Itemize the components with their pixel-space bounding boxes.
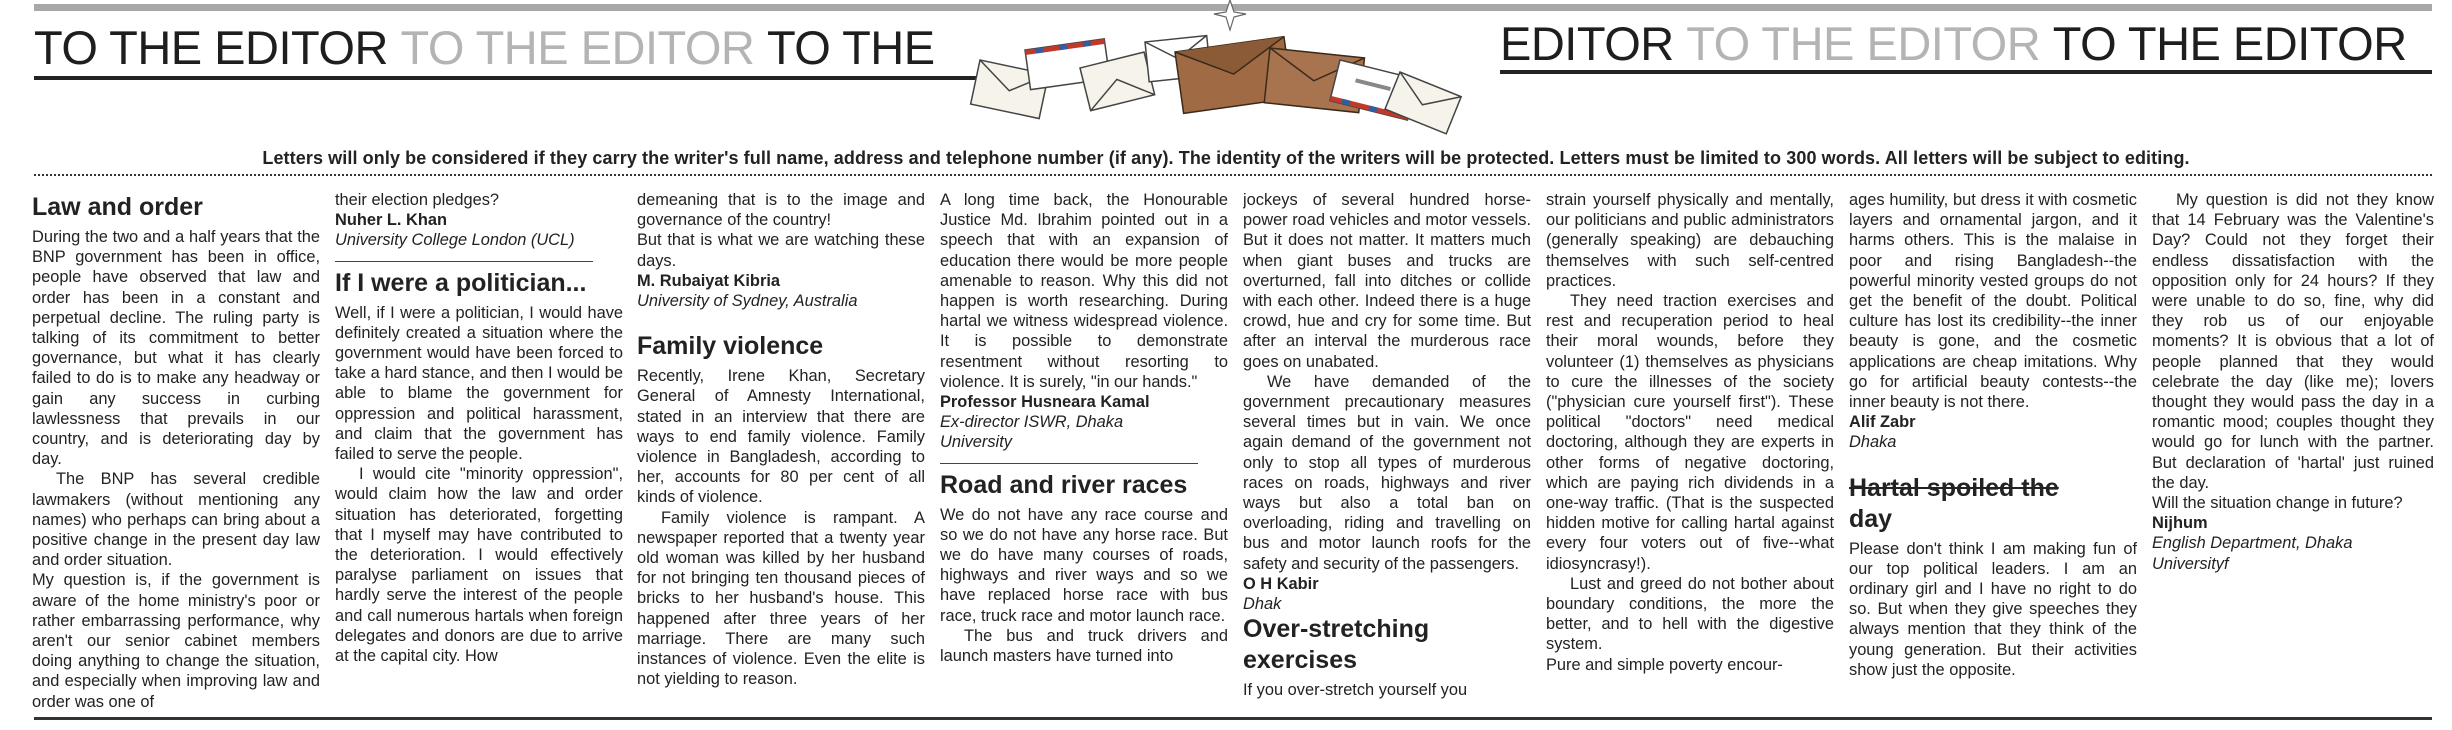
paragraph: their election pledges? (335, 191, 500, 209)
paragraph: The BNP has several credible lawmakers (without mentioning any names) who perhaps can bring about a positive change in the present day law and order situation. (32, 470, 320, 570)
author-name: M. Rubaiyat Kibria (637, 271, 780, 290)
column-8 (2152, 190, 2434, 710)
letter-title-law-and-order: Law and order (32, 193, 203, 221)
author-name: Professor Husneara Kamal (940, 393, 1150, 412)
paragraph: ages humility, but dress it with cosmetic layers and ornamental jargon, and it harms others. This is the malaise in poor and rising Bangladesh--the powerful minority vested groups do not get the benefit of the doubt. Political culture has lost its credibility--the inner beauty is gone, and the cosmetic applications are cheap imitations. Why go for artificial beauty contests--the inner beauty is not there. (1849, 191, 2137, 412)
letter-title-hartal-spoiled-day: day (1849, 504, 1893, 533)
banner-left-rule (34, 76, 994, 80)
paragraph: My question is, if the government is aware of the home ministry's poor or rather embarrassing performance, why aren't our senior cabinet members doing anything to change the situation, and especially when improving law and order was one of (32, 571, 320, 711)
column-2 (335, 190, 623, 710)
column-4 (940, 190, 1228, 710)
submission-notice: Letters will only be considered if they carry the writer's full name, address and telephone number (if any). The identity of the writers will be protected. Letters must be limited to 300 words. All letters will be subject to editing. (262, 148, 2190, 168)
banner-right-3: TO THE EDITOR (2052, 17, 2407, 70)
letter-title-road-and-river-races: Road and river races (940, 470, 1188, 499)
author-name: O H Kabir (1243, 574, 1319, 593)
paragraph: Please don't think I am making fun of our top political leaders. I am an ordinary girl and I have no right to do so. But when they give speeches they always mention that they think of the young generation. But their activities show just the opposite. (1849, 539, 2137, 679)
author-affiliation: University (940, 433, 1012, 452)
column-6 (1546, 190, 1834, 710)
author-name: Nijhum (2152, 514, 2208, 533)
paragraph: A long time back, the Honourable Justice Md. Ibrahim pointed out in a speech that with an expansion of education there would be more people amenable to reason. Why this did not happen is worth researching. During hartal we witness widespread violence. It is possible to demonstrate resentment without resorting to violence. It is surely, "in our hands." (940, 191, 1228, 391)
paragraph: demeaning that is to the image and governance of the country! (637, 191, 925, 230)
envelope-icon (971, 36, 1462, 134)
paragraph: If you over-stretch yourself you (1243, 681, 1468, 700)
letter-title-over-stretching: Over-stretching exercises (1243, 615, 1430, 675)
envelopes-illustration (940, 0, 1500, 145)
paragraph: My question is did not they know that 14 February was the Valentine's Day? Could not they forget their endless dissatisfaction with the opposition only for 24 hours? If they were unable to do so, fine, why did they rob us of our enjoyable moments? It is obvious that a lot of people planned that they would celebrate the day (like me); lovers thought they would pass the day in a romantic mood; couples thought they would go for lunch with the partner. But declaration of 'hartal' just ruined the day. (2152, 191, 2434, 492)
paragraph: We do not have any race course and so we do not have any horse race. But we do have many courses of roads, highways and river ways and so we have replaced horse race with bus race, truck race and motor launch race. (940, 505, 1228, 625)
banner-right-2: TO THE EDITOR (1686, 17, 2041, 70)
banner-right-1: EDITOR (1500, 17, 1674, 70)
divider (335, 261, 593, 262)
author-affiliation: University of Sydney, Australia (637, 292, 858, 311)
banner-left-2: TO THE EDITOR (400, 21, 755, 74)
letter-title-family-violence: Family violence (637, 332, 824, 361)
author-name: Alif Zabr (1849, 413, 1916, 432)
letter-title-hartal-spoiled: Hartal spoiled the (1849, 473, 2059, 502)
paragraph: We have demanded of the government precautionary measures several times but in vain. We once again demand of the government not only to stop all types of murderous races on roads, highways and river ways but also a total ban on overloading, riding and travelling on bus and motor launch roofs for the safety and security of the passengers. (1243, 372, 1531, 573)
column-7 (1849, 190, 2137, 710)
column-5 (1243, 190, 1531, 710)
paragraph: During the two and a half years that the BNP government has been in office, people have observed that law and order has been in a constant and perpetual decline. The ruling party is talking of its commitment to better governance, but what it has clearly failed to do is to make any headway or gain any success in curbing lawlessness that prevails in our country, and is deteriorating day by day. (32, 228, 320, 469)
paragraph: I would cite "minority oppression", would claim how the law and order situation has deteriorated, forgetting that I myself may have contributed to the deterioration. I would effectively paralyse parliament on issues that hardly serve the interest of the people and call numerous hartals when foreign delegates and donors are due to arrive at the capital city. How (335, 465, 623, 666)
paragraph: But that is what we are watching these days. (637, 231, 925, 270)
author-affiliation: English Department, Dhaka (2152, 534, 2353, 553)
paragraph: Lust and greed do not bother about boundary conditions, the more the better, and to hell with the digestive system. (1546, 574, 1834, 654)
star-icon (1214, 0, 1246, 30)
banner-right (1500, 18, 2407, 70)
paragraph: The bus and truck drivers and launch masters have turned into (940, 626, 1228, 666)
paragraph: Will the situation change in future? (2152, 494, 2403, 513)
author-affiliation: Ex-director ISWR, Dhaka (940, 413, 1124, 432)
banner-left-3: TO THE (766, 21, 935, 74)
author-name: Nuher L. Khan (335, 211, 448, 230)
paragraph: They need traction exercises and rest and recuperation period to heal their moral wounds, before they volunteer (1) themselves as physicians to cure the illnesses of the society ("physician cure yourself first"). These political "doctors" need medical doctoring, although they are experts in other forms of negative doctoring, which are paying rich dividends in a one-way traffic. (That is the suspected hidden motive for calling hartal against every four voters out of five--what idiosyncrasy!). (1546, 292, 1834, 573)
paragraph: Well, if I were a politician, I would have definitely created a situation where the government would have been forced to take a hard stance, and then I would be able to blame the government for oppression and political harassment, and claim that the government has failed to serve the people. (335, 303, 623, 464)
bottom-rule (34, 717, 2432, 720)
author-affiliation: Dhak (1243, 595, 1282, 614)
banner-right-rule (1500, 70, 2432, 74)
banner-left (34, 22, 935, 74)
letter-title-politician: If I were a politician... (335, 268, 587, 297)
author-affiliation: University College London (UCL) (335, 231, 575, 250)
paragraph: Family violence is rampant. A newspaper reported that a twenty year old woman was killed by her husband for not bringing ten thousand pieces of bricks to her husband's house. This happened after three years of her marriage. There are many such instances of violence. Even the elite is not yielding to reason. (637, 508, 925, 689)
column-1 (32, 192, 320, 712)
divider (940, 463, 1198, 464)
author-affiliation: Universityf (2152, 554, 2229, 573)
banner-left-1: TO THE EDITOR (34, 21, 388, 74)
paragraph: Recently, Irene Khan, Secretary General of Amnesty International, stated in an interview that there are ways to end family violence. Family violence in Bangladesh, according to her, accounts for 80 per cent of all kinds of violence. (637, 367, 925, 507)
author-affiliation: Dhaka (1849, 433, 1897, 452)
paragraph: strain yourself physically and mentally, our politicians and public administrators (generally speaking) are debauching themselves with such self-centred practices. (1546, 191, 1834, 290)
column-3 (637, 190, 925, 710)
dotted-divider (34, 174, 2432, 176)
paragraph: Pure and simple poverty encour- (1546, 655, 1783, 674)
paragraph: jockeys of several hundred horse-power road vehicles and motor vessels. But it does not matter. It matters much when giant buses and trucks are overturned, fall into ditches or collide with each other. Indeed there is a huge crowd, hue and cry for some time. But after an interval the murderous race goes on unabated. (1243, 191, 1531, 371)
